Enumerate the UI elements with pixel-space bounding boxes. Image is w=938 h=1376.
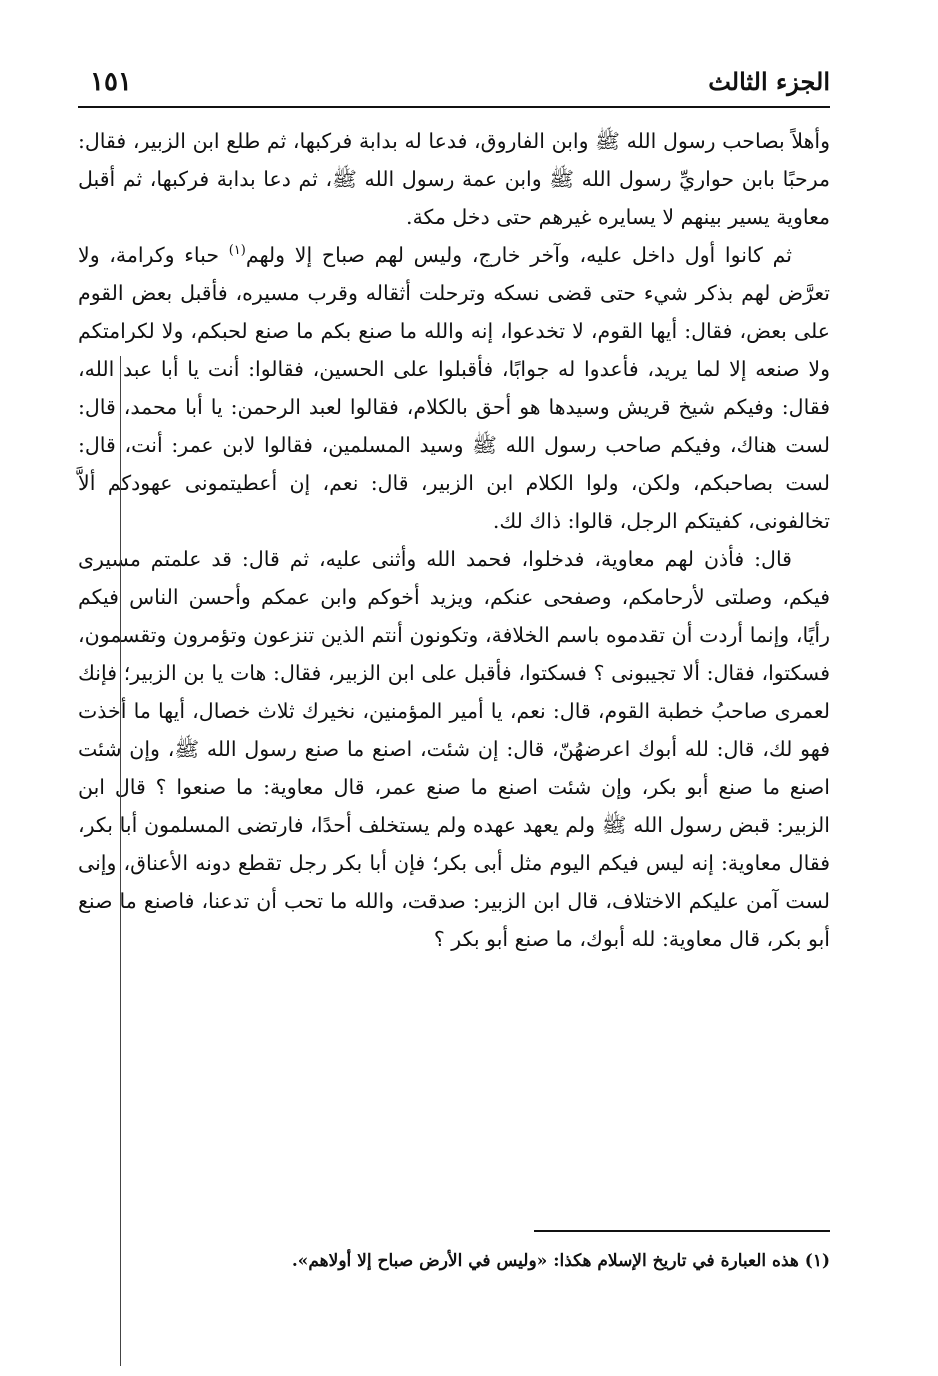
paragraph-2-rest: حباء وكرامة، ولا تعرَّض لهم بذكر شيء حتى قضى نسكه وترحلت أثقاله وقرب مسيره، فأقبل بعض القوم على بعض، فقال: أيها القوم، لا تخدعوا، إنه والله ما صنع بكم ما صنع لحبكم، ولا لكرامتكم ولا صنعه إلا لما يريد، فأعدوا له جوابًا، فأقبلوا على الحسين، فقالوا: أنت يا أبا عبد الله، فقال: وفيكم شيخ قريش وسيدها هو أحق بالكلام، فقالوا لعبد الرحمن: يا أبا محمد، قال: لست هناك، وفيكم صاحب رسول الله ﷺ وسيد المسلمين، فقالوا لابن عمر: أنت، قال: لست بصاحبكم، ولكن، ولوا الكلام ابن الزبير، قال: نعم، إن أعطيتمونى عهودكم ألاَّ تخالفونى، كفيتكم الرجل، قالوا: ذاك لك. — [78, 243, 830, 533]
paragraph-2-start: ثم كانوا أول داخل عليه، وآخر خارج، وليس لهم صباح إلا ولهم — [245, 243, 792, 267]
header-rule — [78, 106, 830, 108]
paragraph-2 — [78, 236, 830, 540]
page-number: ١٥١ — [90, 67, 132, 97]
page-header — [78, 62, 830, 102]
footnote: (١) هذه العبارة في تاريخ الإسلام هكذا: «وليس في الأرض صباح إلا أولاهم». — [291, 1251, 830, 1271]
scan-artifact-line — [120, 356, 121, 1366]
paragraph-3: قال: فأذن لهم معاوية، فدخلوا، فحمد الله وأثنى عليه، ثم قال: قد علمتم مسيرى فيكم، وصلتى لأرحامكم، وصفحى عنكم، ويزيد أخوكم وابن عمكم وأحسن الناس فيكم رأيًا، وإنما أردت أن تقدموه باسم الخلافة، وتكونون أنتم الذين تنزعون وتؤمرون وتقسمون، فسكتوا، فقال: ألا تجيبونى ؟ فسكتوا، فأقبل على ابن الزبير، فقال: هات يا بن الزبير؛ فإنك لعمرى صاحبُ خطبة القوم، قال: نعم، يا أمير المؤمنين، نخيرك ثلاث خصال، أيها ما أخذت فهو لك، قال: لله أبوك اعرضهُنّ، قال: إن شئت، اصنع ما صنع رسول الله ﷺ، وإن شئت اصنع ما صنع أبو بكر، وإن شئت اصنع ما صنع عمر، قال معاوية: ما صنعوا ؟ قال ابن الزبير: قبض رسول الله ﷺ ولم يعهد عهده ولم يستخلف أحدًا، فارتضى المسلمون أبا بكر، فقال معاوية: إنه ليس فيكم اليوم مثل أبى بكر؛ فإن أبا بكر رجل تقطع دونه الأعناق، وإنى لست آمن عليكم الاختلاف، قال ابن الزبير: صدقت، والله ما تحب أن تدعنا، فاصنع ما صنع أبو بكر، قال معاوية: لله أبوك، ما صنع أبو بكر ؟ — [78, 547, 830, 951]
footnote-reference: (١) — [228, 243, 246, 259]
body-text — [78, 122, 830, 958]
footnote-separator — [534, 1230, 830, 1232]
running-title: الجزء الثالث — [708, 67, 830, 96]
paragraph-1: وأهلاً بصاحب رسول الله ﷺ وابن الفاروق، فدعا له بدابة فركبها، ثم طلع ابن الزبير، فقال: مرحبًا بابن حواريِّ رسول الله ﷺ وابن عمة رسول الله ﷺ، ثم دعا بدابة فركبها، ثم أقبل معاوية يسير بينهم لا يسايره غيرهم حتى دخل مكة. — [78, 129, 830, 229]
